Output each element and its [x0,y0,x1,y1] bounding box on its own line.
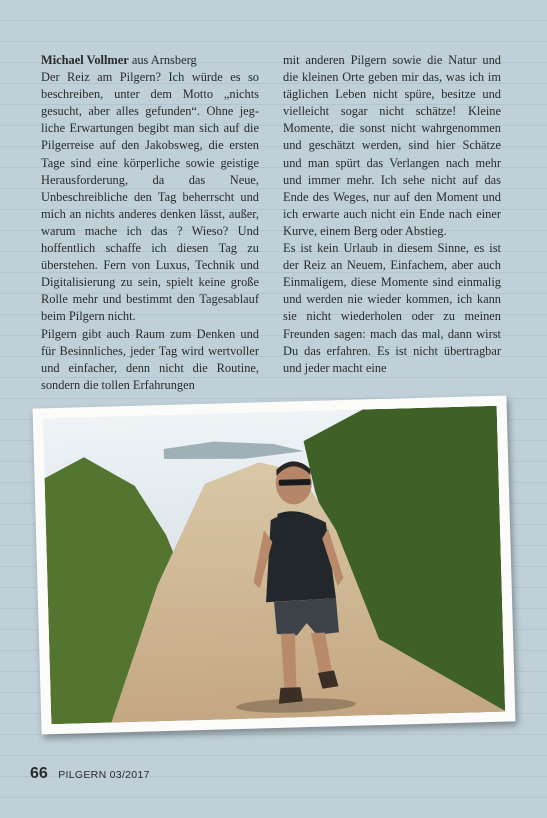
byline [41,52,259,69]
photo-frame [33,395,516,734]
page-number: 66 [30,765,48,782]
paragraph: Der Reiz am Pilgern? Ich würde es so beschreiben, unter dem Motto „nichts gesucht, aber alles gefunden“. Ohne jegliche Erwartungen begibt man sich auf die Pilgerreise auf den Jakobsweg, die ersten Tage sind eine körperliche sowie geistige Herausforderung, da das Neue, Unbeschreibliche den Tag beherrscht und mich an nichts anderes denken lässt, außer, warum mache ich das ? Wieso? Und hoffentlich schaffe ich diesen Tag zu überstehen. Fern von Luxus, Technik und Digitalisierung zu sein, spielt keine große Rolle mehr und bestimmt den Tagesablauf beim Pilgern nicht. [41,70,259,324]
right-text-column [283,52,501,377]
author-origin: aus Arnsberg [131,53,197,67]
paragraph: Es ist kein Urlaub in diesem Sinne, es ist der Reiz an Neuem, Einfachem, aber auch Einmaligem, diese Momente sind einmalig und werden nie wieder kommen, ich kann sie nicht wiederholen oder zu meinen Freunden sagen: mach das mal, dann wirst Du das erfahren. Es ist nicht übertragbar und jeder macht eine [283,241,501,375]
paragraph: Pilgern gibt auch Raum zum Denken und für Besinnliches, jeder Tag wird wertvoller und einfacher, denn nicht die Routine, sondern die tollen Erfahrungen [41,326,259,392]
paragraph: mit anderen Pilgern sowie die Natur und die kleinen Orte geben mir das, was ich im täglichen Leben nicht spüre, besitze und vielleicht sogar nicht schätze! Kleine Momente, die sonst nicht wahrgenommen und geschätzt werden, sind hier Schätze und man spürt das Verlangen nach mehr und immer mehr. Ich sehe nicht auf das Ende des Weges, nur auf den Moment und ich erwarte auch nicht ein Ende nach einer Kurve, einem Berg oder Abstieg. [283,53,501,238]
author-name: Michael Vollmer [41,53,129,67]
left-text-column [41,52,259,394]
magazine-issue: PILGERN 03/2017 [58,769,150,781]
page-footer [30,765,150,783]
pilgrim-photo [43,406,505,725]
pilgrim-photo-illustration [43,406,505,725]
